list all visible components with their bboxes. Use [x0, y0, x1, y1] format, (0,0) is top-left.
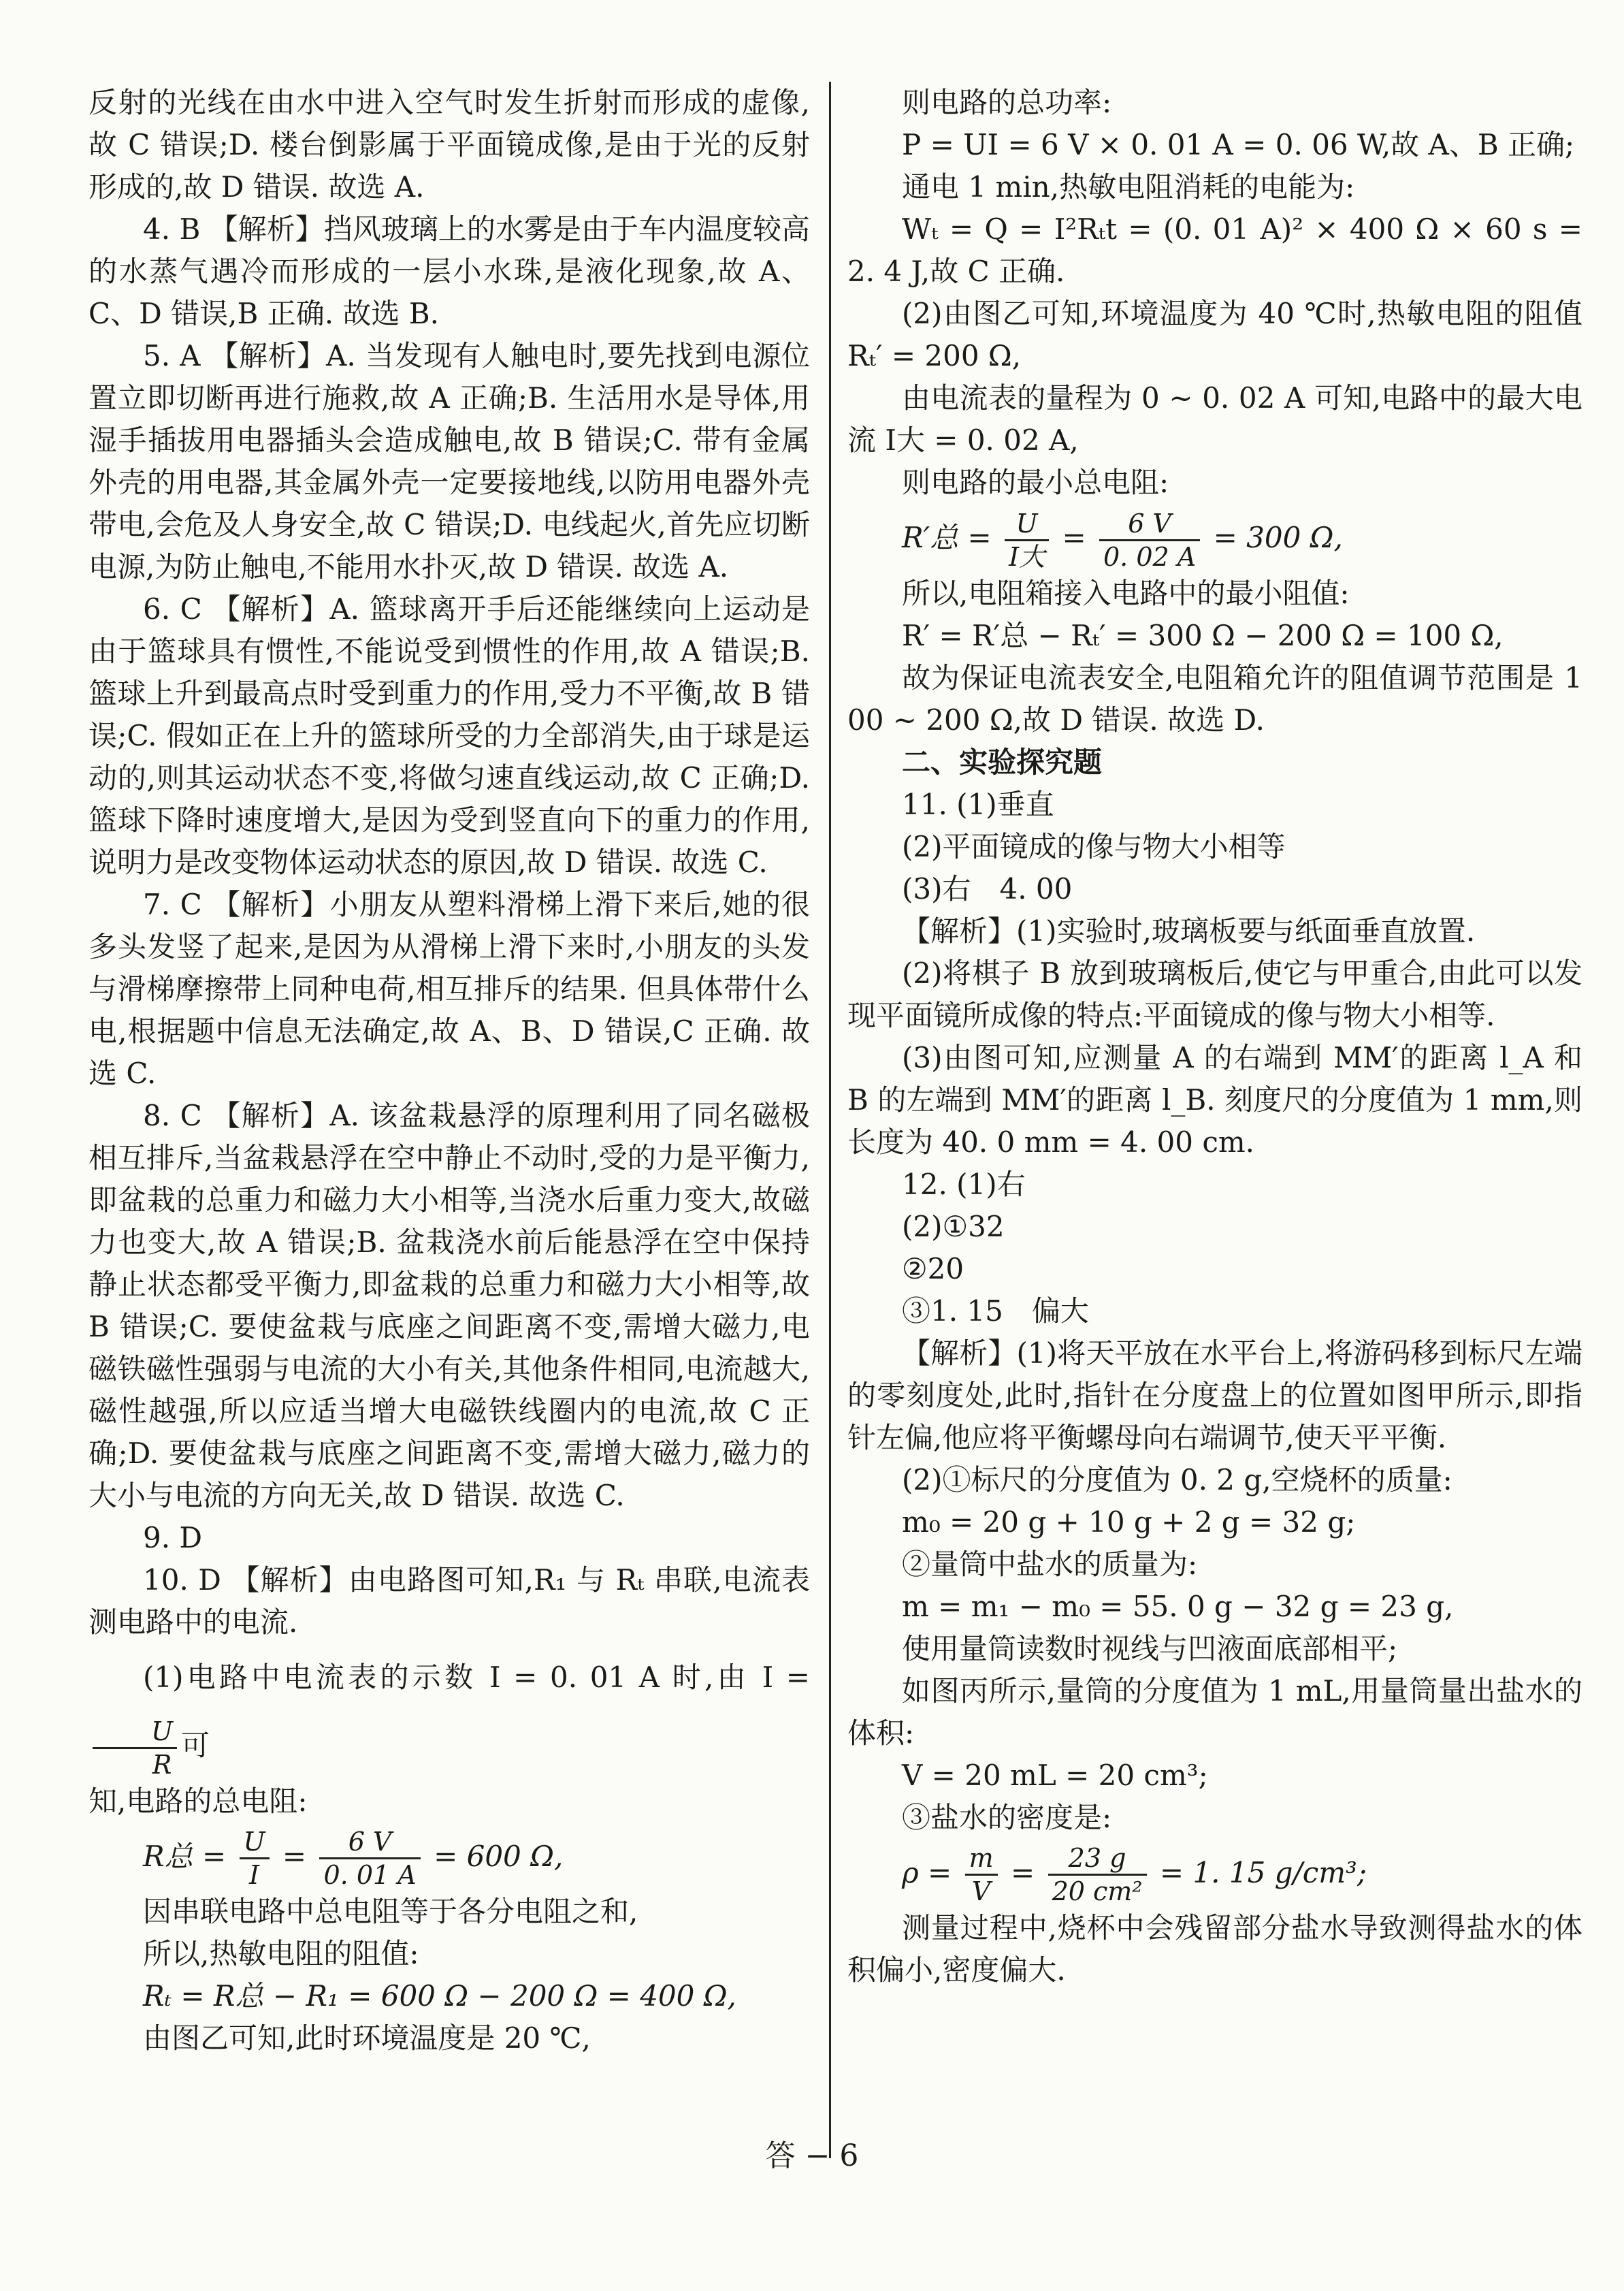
- paragraph: 5. A 【解析】A. 当发现有人触电时,要先找到电源位置立即切断再进行施救,故 A 正确;B. 生活用水是导体,用湿手插拔用电器插头会造成触电,故 B 错误;C. 带有金属外壳的用电器,其金属外壳一定要接地线,以防用电器外壳带电,会危及人身安全,故 C 错误;D. 电线起火,首先应切断电源,为防止触电,不能用水扑灭,故 D 错误. 故选 A.: [88, 339, 810, 583]
- paragraph: 所以,热敏电阻的阻值:: [143, 1937, 419, 1970]
- paragraph: Rₜ = R总 − R₁ = 600 Ω − 200 Ω = 400 Ω,: [143, 1979, 736, 2013]
- paragraph: (2)①32: [902, 1209, 1005, 1243]
- numerator: U: [240, 1826, 270, 1859]
- eq-text: R′总 =: [902, 521, 992, 554]
- paragraph: 10. D 【解析】由电路图可知,R₁ 与 Rₜ 串联,电流表测电路中的电流.: [88, 1563, 810, 1639]
- eq-text: R总 =: [143, 1839, 227, 1873]
- paragraph: ③1. 15 偏大: [902, 1294, 1089, 1328]
- fraction: [1005, 508, 1049, 573]
- paragraph: 二、实验探究题: [902, 745, 1103, 779]
- denominator: 20 cm²: [1052, 1876, 1143, 1906]
- eq-text: ρ =: [902, 1855, 952, 1889]
- paragraph: 因串联电路中总电阻等于各分电阻之和,: [143, 1895, 638, 1928]
- paragraph: 则电路的最小总电阻:: [902, 466, 1169, 499]
- equation-density: [847, 1839, 1582, 1908]
- paragraph: 由图乙可知,此时环境温度是 20 ℃,: [143, 2021, 591, 2055]
- eq-text: 可: [181, 1729, 210, 1762]
- paragraph: 11. (1)垂直: [902, 787, 1054, 821]
- paragraph: (2)将棋子 B 放到玻璃板后,使它与甲重合,由此可以发现平面镜所成像的特点:平面镜成的像与物大小相等.: [847, 956, 1582, 1032]
- denominator: I大: [1009, 541, 1045, 572]
- paragraph: m₀ = 20 g + 10 g + 2 g = 32 g;: [902, 1505, 1356, 1539]
- fraction: [93, 1716, 177, 1780]
- paragraph: 【解析】(1)将天平放在水平台上,将游码移到标尺左端的零刻度处,此时,指针在分度盘上的位置如图甲所示,即指针左偏,他应将平衡螺母向右端调节,使天平平衡.: [847, 1336, 1582, 1454]
- right-column: [847, 82, 1582, 1991]
- paragraph: m = m₁ − m₀ = 55. 0 g − 32 g = 23 g,: [902, 1589, 1454, 1623]
- paragraph: V = 20 mL = 20 cm³;: [902, 1758, 1208, 1792]
- paragraph: P = UI = 6 V × 0. 01 A = 0. 06 W,故 A、B 正确;: [902, 128, 1575, 161]
- fraction: [240, 1826, 270, 1891]
- numerator: U: [1005, 508, 1049, 541]
- paragraph: 由电流表的量程为 0 ~ 0. 02 A 可知,电路中的最大电流 I大 = 0. 02 A,: [847, 381, 1582, 457]
- page-number: 答 − 6: [765, 2138, 859, 2173]
- eq-text: =: [1062, 521, 1086, 554]
- numerator: 23 g: [1048, 1842, 1147, 1876]
- paragraph: 如图丙所示,量筒的分度值为 1 mL,用量筒量出盐水的体积:: [847, 1673, 1582, 1750]
- left-paragraphs: [88, 82, 810, 1644]
- paragraph: 7. C 【解析】小朋友从塑料滑梯上滑下来后,她的很多头发竖了起来,是因为从滑梯上滑下来时,小朋友的头发与滑梯摩擦带上同种电荷,相互排斥的结果. 但具体带什么电,根据题中信息无法确定,故 A、B、D 错误,C 正确. 故选 C.: [88, 888, 810, 1090]
- paragraph: 12. (1)右: [902, 1167, 1026, 1201]
- column-divider: [829, 82, 831, 2158]
- paragraph: 故为保证电流表安全,电阻箱允许的阻值调节范围是 100 ~ 200 Ω,故 D 错误. 故选 D.: [847, 660, 1582, 737]
- right-head-paragraphs: [847, 82, 1582, 504]
- paragraph: 测量过程中,烧杯中会残留部分盐水导致测得盐水的体积偏小,密度偏大.: [847, 1911, 1582, 1987]
- paragraph: 反射的光线在由水中进入空气时发生折射而形成的虚像,故 C 错误;D. 楼台倒影属于平面镜成像,是由于光的反射形成的,故 D 错误. 故选 A.: [88, 86, 810, 204]
- paragraph: Wₜ = Q = I²Rₜt = (0. 01 A)² × 400 Ω × 60 s = 2. 4 J,故 C 正确.: [847, 212, 1582, 288]
- denominator: I: [249, 1860, 260, 1890]
- equation-min-resistance: [847, 504, 1582, 573]
- numerator: m: [965, 1842, 998, 1876]
- paragraph: 8. C 【解析】A. 该盆栽悬浮的原理利用了同名磁极相互排斥,当盆栽悬浮在空中静止不动时,受的力是平衡力,即盆栽的总重力和磁力大小相等,当浇水后重力变大,故磁力也变大,故 A 错误;B. 盆栽浇水前后能悬浮在空中保持静止状态都受平衡力,即盆栽的总重力和磁力大小相等,故 B 错误;C. 要使盆栽与底座之间距离不变,需增大磁力,电磁铁磁性强弱与电流的大小有关,其他条件相同,电流越大,磁性越强,所以应适当增大电磁铁线圈内的电流,故 C 正确;D. 要使盆栽与底座之间距离不变,需增大磁力,磁力的大小与电流的方向无关,故 D 错误. 故选 C.: [88, 1099, 810, 1512]
- fraction: [319, 1826, 420, 1891]
- paragraph: (3)右 4. 00: [902, 871, 1073, 906]
- paragraph: ②20: [902, 1251, 964, 1285]
- left-tail-paragraphs: [88, 1891, 810, 2060]
- denominator: 0. 01 A: [323, 1860, 417, 1890]
- paragraph: 通电 1 min,热敏电阻消耗的电能为:: [902, 170, 1355, 204]
- eq-text: =: [1011, 1855, 1035, 1889]
- right-mid-paragraphs: [847, 573, 1582, 1839]
- denominator: R: [152, 1749, 172, 1780]
- eq-current-sentence: [88, 1644, 810, 1780]
- paragraph: ③盐水的密度是:: [902, 1800, 1112, 1834]
- paragraph: R′ = R′总 − Rₜ′ = 300 Ω − 200 Ω = 100 Ω,: [902, 618, 1504, 652]
- paragraph: (2)由图乙可知,环境温度为 40 ℃时,热敏电阻的阻值 Rₜ′ = 200 Ω,: [847, 297, 1582, 372]
- eq-text: = 300 Ω,: [1213, 521, 1343, 554]
- denominator: V: [971, 1876, 991, 1906]
- eq-text: = 600 Ω,: [434, 1839, 564, 1873]
- equation-total-resistance: [88, 1823, 810, 1891]
- eq-text: = 1. 15 g/cm³;: [1159, 1855, 1367, 1889]
- paragraph: 知,电路的总电阻:: [88, 1784, 308, 1818]
- fraction: [1048, 1842, 1147, 1907]
- paragraph: (2)①标尺的分度值为 0. 2 g,空烧杯的质量:: [902, 1462, 1452, 1496]
- paragraph: 所以,电阻箱接入电路中的最小阻值:: [902, 576, 1350, 610]
- left-column: [88, 82, 810, 2060]
- paragraph: 【解析】(1)实验时,玻璃板要与纸面垂直放置.: [902, 914, 1476, 948]
- paragraph: 9. D: [143, 1521, 203, 1554]
- paragraph: (2)平面镜成的像与物大小相等: [902, 829, 1286, 863]
- paragraph: ②量筒中盐水的质量为:: [902, 1547, 1198, 1581]
- denominator: 0. 02 A: [1103, 541, 1197, 572]
- numerator: U: [93, 1716, 177, 1749]
- paragraph: 4. B 【解析】挡风玻璃上的水雾是由于车内温度较高的水蒸气遇冷而形成的一层小水珠,是液化现象,故 A、C、D 错误,B 正确. 故选 B.: [88, 212, 810, 330]
- fraction: [965, 1842, 998, 1907]
- paragraph: 则电路的总功率:: [902, 86, 1112, 119]
- right-tail-paragraphs: [847, 1907, 1582, 1991]
- paragraph: 使用量筒读数时视线与凹液面底部相平;: [902, 1631, 1398, 1665]
- paragraph: 6. C 【解析】A. 篮球离开手后还能继续向上运动是由于篮球具有惯性,不能说受到惯性的作用,故 A 错误;B. 篮球上升到最高点时受到重力的作用,受力不平衡,故 B 错误;C. 假如正在上升的篮球所受的力全部消失,由于球是运动的,则其运动状态不变,将做匀速直线运动,故 C 正确;D. 篮球下降时速度增大,是因为受到竖直向下的重力的作用,说明力是改变物体运动状态的原因,故 D 错误. 故选 C.: [88, 592, 810, 879]
- eq-text: =: [282, 1839, 307, 1873]
- paragraph: (3)由图可知,应测量 A 的右端到 MM′的距离 l_A 和 B 的左端到 MM′的距离 l_B. 刻度尺的分度值为 1 mm,则长度为 40. 0 mm = 4. 00 cm.: [847, 1040, 1582, 1159]
- eq-text: (1)电路中电流表的示数 I = 0. 01 A 时,由 I =: [143, 1661, 810, 1694]
- fraction: [1099, 508, 1200, 573]
- numerator: 6 V: [1099, 508, 1200, 541]
- numerator: 6 V: [319, 1826, 420, 1859]
